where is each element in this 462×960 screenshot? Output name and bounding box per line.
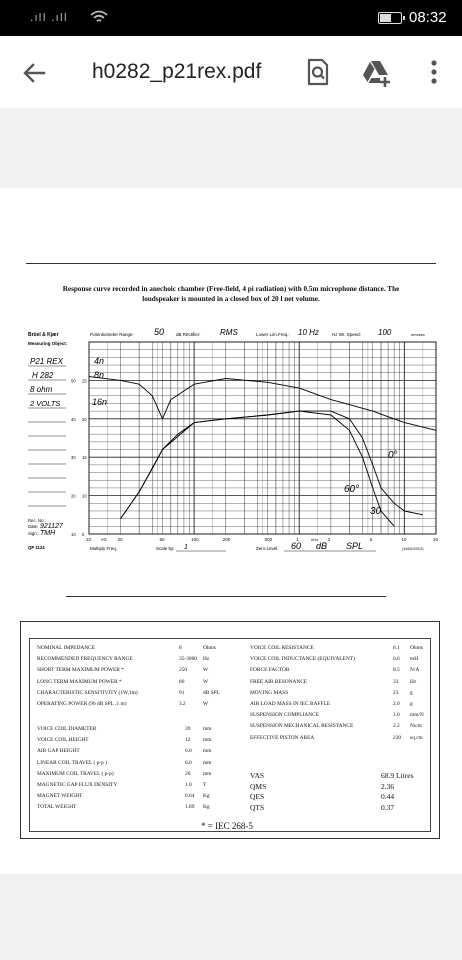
chart-code: (1602/2012) [402, 546, 424, 551]
chart-x-ticks [86, 537, 438, 542]
frequency-response-chart [26, 326, 438, 566]
y-tick-label-right: 15 [82, 455, 87, 461]
spec-unit: mm [203, 737, 212, 744]
chart-left-labels [28, 357, 66, 550]
caption-line-1: Response curve recorded in anechoic chamber (Free-field, 4 pi radiation) with 0.5m microphone distance. The [62, 285, 400, 293]
viewer-background [0, 108, 462, 188]
chart-grid [89, 342, 438, 534]
spec-value: 12 [185, 737, 191, 744]
spec-label: SHORT TERM MAXIMUM POWER * [37, 667, 124, 674]
spec-label: SUSPENSION COMPLIANCE [250, 712, 320, 719]
multiply-freq-label: Multiply Freq. [90, 546, 118, 551]
y-tick-label-right: 20 [82, 416, 87, 422]
label-impedance: 8 ohm [30, 385, 53, 394]
scale-by-label: Scale by: [156, 546, 175, 551]
potentiometer-label: Potentiometer Range: [90, 332, 134, 337]
spec-label: AIR GAP HEIGHT [37, 748, 80, 755]
spec-value: 6.0 [185, 759, 192, 766]
lower-lim-label: Lower Lim.Freq.: [256, 332, 290, 337]
ts-label: QES [250, 792, 265, 801]
ts-value: 0.37 [381, 802, 395, 812]
x-tick-label: 5 [369, 537, 373, 542]
spec-unit: mm/N [410, 712, 424, 719]
spec-unit: g [410, 689, 413, 696]
spec-label: LINEAR COIL TRAVEL ( p-p ) [37, 759, 107, 766]
chart-frame [89, 342, 436, 534]
spec-unit: T [203, 782, 207, 788]
specifications-box [20, 621, 440, 839]
x-tick-label: 1 [296, 537, 299, 542]
viewer-background-bottom [0, 874, 462, 960]
y-tick-label-right: 5 [82, 532, 85, 537]
spec-value: 1.89 [185, 804, 195, 811]
label-model: P21 REX [30, 357, 63, 366]
wr-speed-label: Hz Wr. Speed: [332, 332, 361, 337]
annotation-0deg: 0° [388, 450, 398, 461]
spec-label: FREE AIR RESONANCE [250, 678, 308, 685]
annotation-8ohm: 8n [94, 370, 105, 380]
spec-unit: g [410, 701, 413, 707]
scale-by-value: 1 [184, 544, 188, 551]
search-document-icon[interactable] [302, 56, 334, 88]
spec-unit: W [203, 667, 209, 674]
rec-no-label: Rec. No.: [28, 518, 46, 523]
battery-icon [378, 12, 402, 24]
chart-brand: Brüel & Kjær [28, 332, 59, 338]
spec-unit: W [203, 678, 209, 685]
spec-unit: dB SPL [203, 689, 220, 696]
signal-icon: .ıll .ıll [30, 11, 68, 24]
document-title: h0282_p21rex.pdf [92, 60, 262, 83]
spec-label: VOICE COIL RESISTANCE [250, 645, 314, 651]
y-tick-label: 40 [71, 416, 76, 422]
spec-unit: Hz [410, 678, 417, 685]
date-value: 921127 [40, 523, 63, 530]
ts-value: 2.36 [381, 781, 395, 791]
spec-label: OPERATING POWER (96 dB SPL ,1 m) [37, 701, 127, 707]
annotation-60deg: 60° [344, 484, 360, 495]
spec-value: 6.1 [393, 645, 400, 651]
more-vertical-icon[interactable] [418, 56, 450, 88]
chart-y-ticks [71, 378, 87, 537]
spec-unit: W [203, 701, 209, 707]
ts-value: 0.44 [381, 792, 395, 801]
label-code: H 282 [32, 371, 54, 380]
spec-label: LONG TERM MAXIMUM POWER * [37, 678, 122, 685]
measuring-object-label: Measuring Object: [28, 341, 68, 346]
spec-footnote: * = IEC 268-5 [201, 821, 253, 831]
spec-unit: Kg [203, 804, 210, 811]
annotation-30deg: 30 [370, 506, 382, 517]
wifi-icon [90, 10, 108, 24]
spec-value: 250 [179, 667, 188, 674]
spec-label: NOMINAL IMPEDANCE [37, 645, 96, 651]
drive-add-icon[interactable] [360, 56, 392, 88]
y-tick-label: 10 [71, 532, 76, 537]
ts-label: QTS [250, 802, 265, 812]
y-tick-label-right: 10 [82, 493, 87, 499]
spec-label: MAGNET WEIGHT [37, 793, 83, 800]
x-tick-label: 500 [264, 537, 273, 542]
spec-label: AIR LOAD MASS IN IEC BAFFLE [250, 701, 331, 707]
back-arrow-icon[interactable] [20, 58, 50, 88]
qp-code: QP 1124 [28, 545, 45, 550]
lower-lim-value: 10 Hz [298, 328, 319, 337]
spec-value: 20 [185, 770, 191, 777]
paper-speed-label: mm/sec [411, 332, 425, 337]
x-tick-khz: kHz [311, 537, 319, 542]
bottom-rule [66, 596, 386, 597]
spec-value: 8 [179, 645, 182, 651]
app-bar [0, 36, 462, 108]
chart-svg [26, 326, 438, 566]
spec-value: 3.2 [179, 701, 186, 707]
x-tick-label: 10 [401, 537, 407, 542]
spec-value: 1.0 [393, 712, 400, 719]
spec-value: 91 [179, 689, 185, 696]
spec-value: 1.0 [185, 782, 192, 788]
sign-value: TMH [40, 530, 56, 537]
spec-unit: Kg [203, 793, 210, 800]
ts-label: QMS [250, 781, 267, 791]
spec-label: MAXIMUM COIL TRAVEL ( p-p) [37, 770, 114, 777]
spec-value: 6.0 [185, 748, 192, 755]
spec-value: 2.2 [393, 723, 400, 730]
annotation-4ohm: 4n [94, 356, 105, 366]
spec-unit: mH [410, 656, 419, 663]
spec-label: VOICE COIL DIAMETER [37, 726, 97, 732]
spec-value: 39 [185, 726, 191, 732]
spec-unit: mm [203, 726, 212, 732]
clock: 08:32 [409, 9, 447, 26]
rectifier-value: RMS [220, 328, 238, 337]
zero-level-unit: dB [316, 541, 328, 551]
caption-line-2: loudspeaker is mounted in a closed box of 20 l net volume. [142, 295, 320, 303]
spec-value: 0.64 [185, 793, 195, 800]
spec-label: SUSPENSION MECHANICAL RESISTANCE [250, 723, 354, 730]
y-tick-label: 30 [71, 455, 76, 461]
spec-unit: Ns/m [410, 723, 422, 730]
spec-unit: N/A [410, 667, 420, 674]
date-label: Date: [28, 524, 39, 529]
spec-value: 35-3000 [179, 656, 197, 663]
spec-value: 80 [179, 678, 185, 685]
rectifier-label: dB Rectifier: [176, 332, 201, 337]
spec-value: 230 [393, 734, 402, 741]
spec-label: VOICE COIL HEIGHT [37, 737, 89, 744]
spec-unit: Ohms [203, 645, 216, 651]
spec-unit: Ohms [410, 645, 423, 651]
spec-value: 8.5 [393, 667, 400, 674]
zero-level-label: Zero Level: [256, 546, 279, 551]
spec-label: CHARACTERISTIC SENSITIVITY (1W,1m) [37, 689, 138, 696]
spec-unit: mm [203, 759, 212, 766]
potentiometer-value: 50 [154, 327, 165, 337]
x-tick-label: 200 [222, 537, 231, 542]
x-tick-label: Hz [101, 537, 107, 542]
response-caption [26, 284, 436, 304]
top-rule [26, 263, 436, 264]
x-tick-label: 50 [159, 537, 165, 542]
spec-unit: mm [203, 748, 212, 755]
zero-level-value: 60 [291, 541, 302, 551]
y-tick-label-right: 25 [82, 378, 87, 384]
spec-value: 0.6 [393, 656, 400, 663]
spec-label: TOTAL WEIGHT [37, 804, 77, 811]
chart-traces [89, 377, 436, 527]
spec-unit: sq.cm [410, 734, 423, 741]
label-drive: 2 VOLTS [30, 399, 61, 408]
annotation-16ohm: 16n [92, 397, 108, 407]
spec-label: FORCE FACTOR [250, 667, 290, 674]
x-tick-label: 20 [433, 537, 438, 542]
x-tick-label: 10 [86, 537, 92, 542]
spec-value: 23 [393, 689, 399, 696]
x-tick-label: 100 [191, 537, 199, 542]
spec-label: RECOMMENDED FREQUENCY RANGE [37, 656, 133, 663]
y-tick-label: 50 [71, 378, 76, 384]
spec-label: VOICE COIL INDUCTANCE (EQUIVALENT) [250, 656, 355, 663]
x-tick-label: 20 [117, 537, 123, 542]
spec-unit: Hz [203, 656, 210, 663]
ts-label: VAS [250, 771, 265, 780]
status-bar [0, 0, 462, 36]
wr-speed-value: 100 [378, 328, 392, 337]
ts-value: 68.9 Litres [381, 771, 414, 780]
spec-unit: mm [203, 770, 212, 777]
zero-level-spl: SPL [346, 541, 364, 551]
sign-label: Sign.: [28, 531, 39, 536]
spec-label: MAGNETIC GAP FLUX DENSITY [37, 782, 118, 788]
pdf-page[interactable] [0, 188, 462, 874]
spec-value: 33 [393, 678, 399, 685]
x-tick-label: 2 [327, 537, 331, 542]
spec-value: 2.0 [393, 701, 400, 707]
y-tick-label: 20 [71, 493, 76, 499]
spec-label: MOVING MASS [250, 689, 289, 696]
spec-label: EFFECTIVE PISTON AREA [250, 734, 315, 741]
